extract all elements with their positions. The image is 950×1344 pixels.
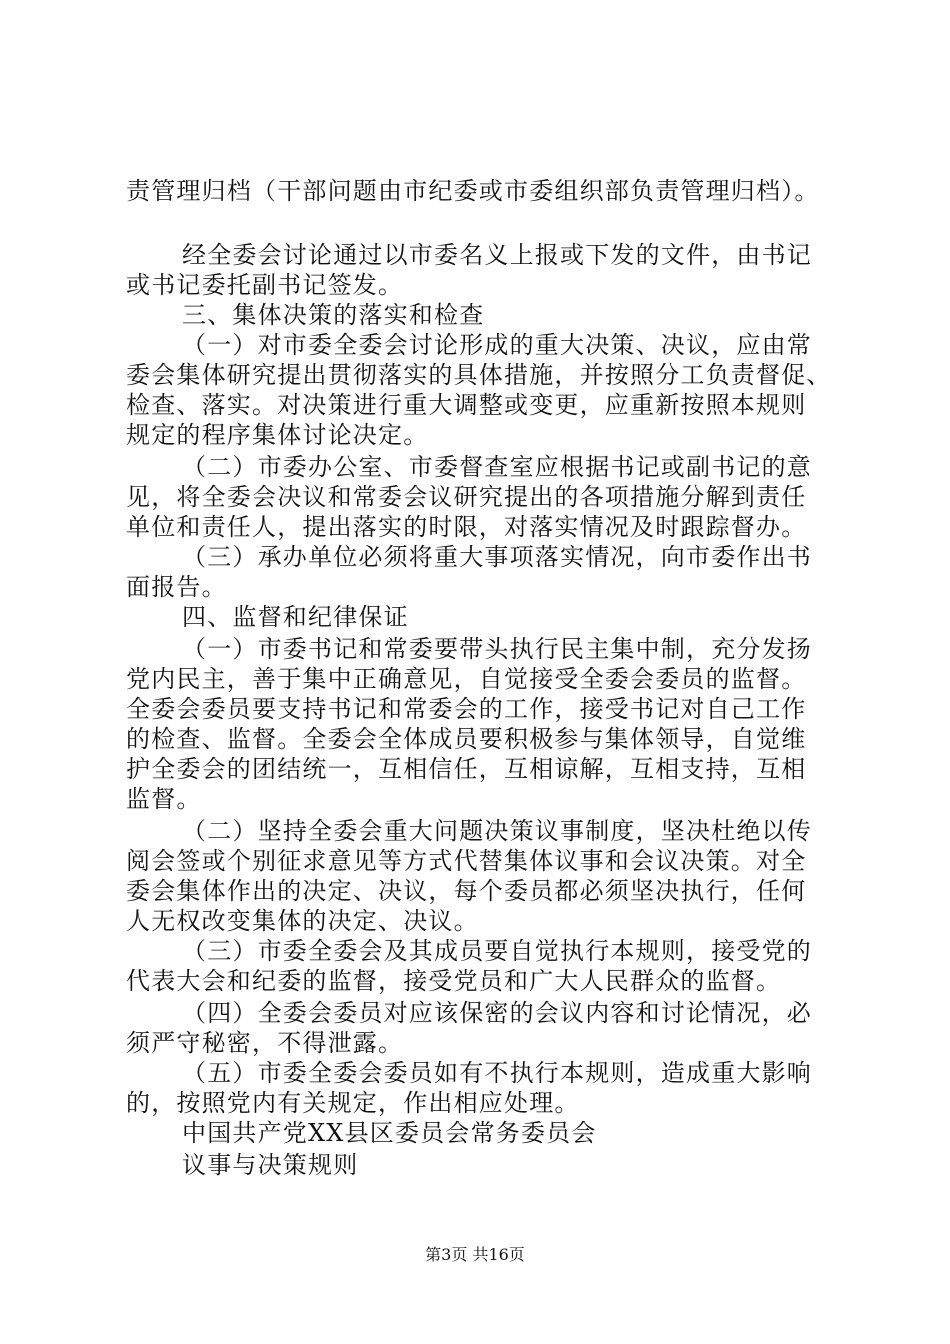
document-title-line-1: 中国共产党XX县区委员会常务委员会 [182,1119,597,1147]
section-heading-3: 三、集体决策的落实和检查 [182,301,485,329]
body-line-6: 委会集体研究提出贯彻落实的具体措施，并按照分工负责督促、 [126,361,832,389]
section-heading-4: 四、监督和纪律保证 [182,603,409,631]
body-line-1: 责管理归档（干部问题由市纪委或市委组织部负责管理归档）。 [126,177,820,205]
body-line-12: （三）承办单位必须将重大事项落实情况，向市委作出书 [182,543,812,571]
body-line-8: 规定的程序集体讨论决定。 [126,421,429,449]
body-line-24: 人无权改变集体的决定、决议。 [126,907,479,935]
body-line-28: 须严守秘密，不得泄露。 [126,1029,404,1057]
body-line-22: 阅会签或个别征求意见等方式代替集体议事和会议决策。对全 [126,847,807,875]
body-line-15: （一）市委书记和常委要带头执行民主集中制，充分发扬 [182,635,812,663]
body-line-3: 或书记委托副书记签发。 [126,271,404,299]
body-line-17: 全委会委员要支持书记和常委会的工作，接受书记对自己工作 [126,695,807,723]
body-line-20: 监督。 [126,785,202,813]
body-line-21: （二）坚持全委会重大问题决策议事制度，坚决杜绝以传 [182,817,812,845]
document-title-line-2: 议事与决策规则 [182,1151,359,1179]
body-line-27: （四）全委会委员对应该保密的会议内容和讨论情况，必 [182,999,812,1027]
body-line-19: 护全委会的团结统一，互相信任，互相谅解，互相支持，互相 [126,755,807,783]
body-line-2: 经全委会讨论通过以市委名义上报或下发的文件，由书记 [182,241,812,269]
body-line-25: （三）市委全委会及其成员要自觉执行本规则，接受党的 [182,937,812,965]
body-line-5: （一）对市委全委会讨论形成的重大决策、决议，应由常 [182,331,812,359]
body-line-10: 见，将全委会决议和常委会议研究提出的各项措施分解到责任 [126,483,807,511]
body-line-11: 单位和责任人，提出落实的时限，对落实情况及时跟踪督办。 [126,513,807,541]
body-line-7: 检查、落实。对决策进行重大调整或变更，应重新按照本规则 [126,391,807,419]
body-line-26: 代表大会和纪委的监督，接受党员和广大人民群众的监督。 [126,967,782,995]
body-line-9: （二）市委办公室、市委督查室应根据书记或副书记的意 [182,453,812,481]
body-line-16: 党内民主，善于集中正确意见，自觉接受全委会委员的监督。 [126,665,807,693]
page-number-footer: 第3页 共16页 [425,1245,525,1264]
body-line-13: 面报告。 [126,573,227,601]
body-line-30: 的，按照党内有关规定，作出相应处理。 [126,1089,580,1117]
body-line-29: （五）市委全委会委员如有不执行本规则，造成重大影响 [182,1059,812,1087]
body-line-18: 的检查、监督。全委会全体成员要积极参与集体领导，自觉维 [126,725,807,753]
body-line-23: 委会集体作出的决定、决议，每个委员都必须坚决执行，任何 [126,877,807,905]
